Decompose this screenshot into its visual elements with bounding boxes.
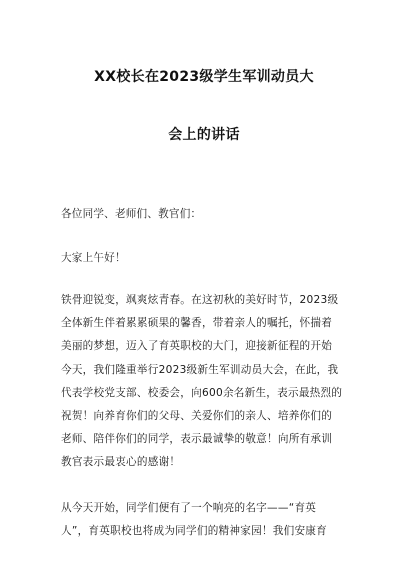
document-title-line-2: 会上的讲话 — [168, 127, 240, 143]
paragraph-1-line: 代表学校党支部、校委会，向600余名新生，表示最热烈的 — [61, 387, 343, 399]
paragraph-2-line: 从今天开始，同学们便有了一个响亮的名字——“育英 — [61, 502, 317, 514]
document-title-line-1: XX校长在2023级学生军训动员大 — [94, 69, 314, 85]
greeting: 大家上午好！ — [61, 252, 126, 264]
paragraph-1-line: 美丽的梦想，迈入了育英职校的大门，迎接新征程的开始 — [61, 340, 333, 352]
paragraph-1-line: 铁骨迎锐变，飒爽炫青春。在这初秋的美好时节，2023级 — [61, 294, 339, 306]
paragraph-1-line: 教官表示最衷心的感谢！ — [61, 456, 181, 468]
paragraph-1-line: 祝贺！向养育你们的父母、关爱你们的亲人、培养你们的 — [61, 410, 333, 422]
paragraph-2-line: 人”，育英职校也将成为同学们的精神家园！我们安康育 — [61, 525, 327, 537]
salutation: 各位同学、老师们、教官们： — [61, 208, 202, 220]
paragraph-1-line: 今天，我们隆重举行2023级新生军训动员大会，在此，我 — [61, 364, 339, 376]
paragraph-1-line: 全体新生伴着累累硕果的馨香，带着亲人的嘱托，怀揣着 — [61, 317, 333, 329]
paragraph-1-line: 老师、陪伴你们的同学，表示最诚挚的敬意！向所有承训 — [61, 433, 333, 445]
